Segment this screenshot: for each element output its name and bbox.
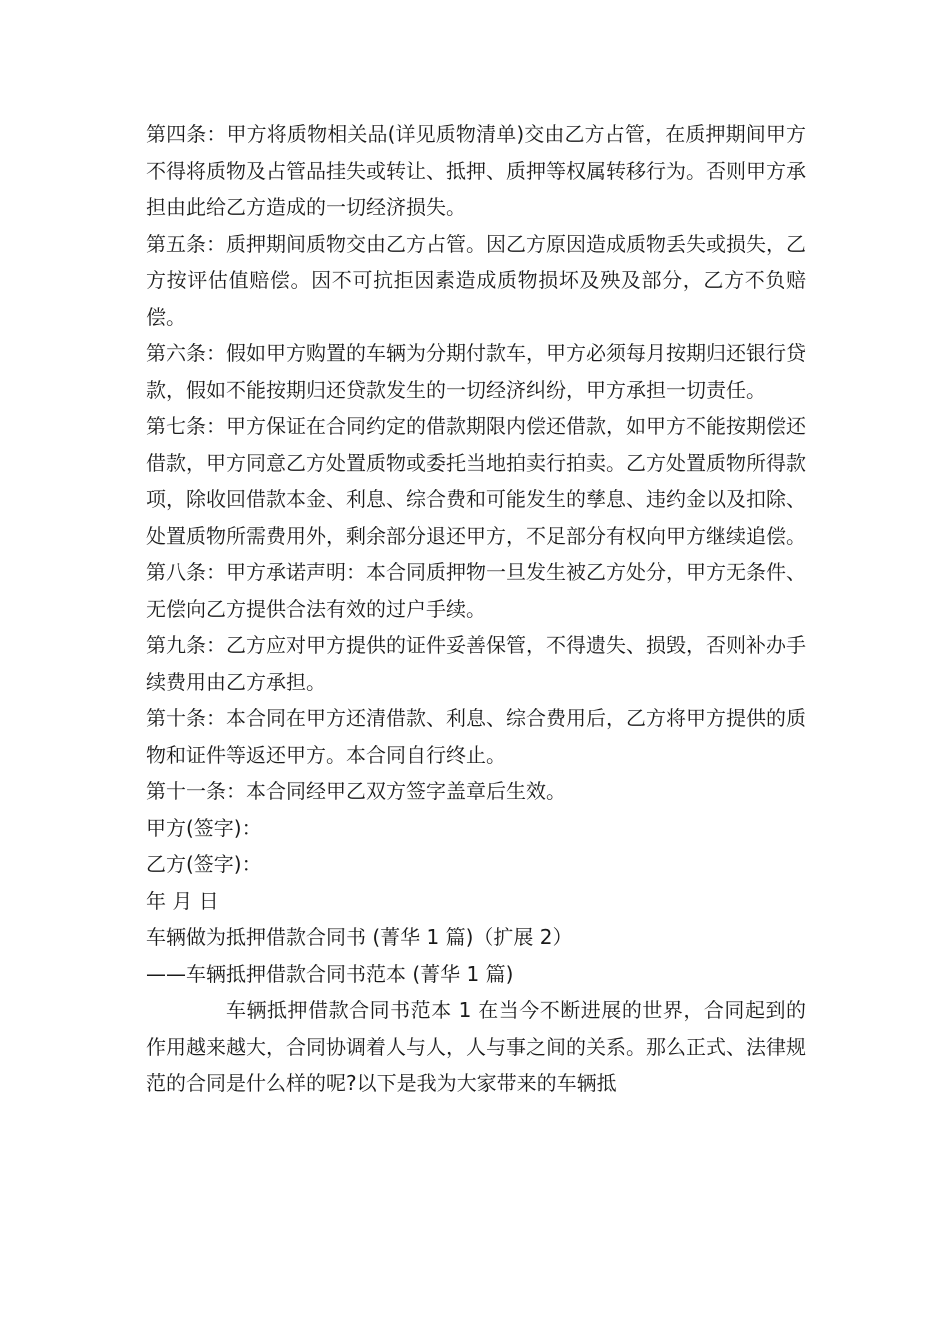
extension-subtitle: ——车辆抵押借款合同书范本 (菁华 1 篇) <box>146 961 514 986</box>
article-9: 第九条：乙方应对甲方提供的证件妥善保管，不得遗失、损毁，否则补办手续费用由乙方承担。 <box>146 633 806 694</box>
article-7: 第七条：甲方保证在合同约定的借款期限内偿还借款，如甲方不能按期偿还借款，甲方同意乙方处置质物或委托当地拍卖行拍卖。乙方处置质物所得款项，除收回借款本金、利息、综合费和可能发生的孳息、违约金以及扣除、处置质物所需费用外，剩余部分退还甲方，不足部分有权向甲方继续追偿。 <box>146 414 806 548</box>
article-8: 第八条：甲方承诺声明：本合同质押物一旦发生被乙方处分，甲方无条件、无偿向乙方提供合法有效的过户手续。 <box>146 560 806 621</box>
party-a-signature: 甲方(签字)： <box>146 815 262 840</box>
extension-title: 车辆做为抵押借款合同书 (菁华 1 篇)（扩展 2） <box>146 925 573 949</box>
party-b-signature: 乙方(签字)： <box>146 852 262 876</box>
article-4: 第四条：甲方将质物相关品(详见质物清单)交由乙方占管，在质押期间甲方不得将质物及占管品挂失或转让、抵押、质押等权属转移行为。否则甲方承担由此给乙方造成的一切经济损失。 <box>146 122 806 219</box>
article-10: 第十条：本合同在甲方还清借款、利息、综合费用后，乙方将甲方提供的质物和证件等返还甲方。本合同自行终止。 <box>146 706 806 767</box>
document-body <box>146 116 806 1102</box>
article-11: 第十一条：本合同经甲乙双方签字盖章后生效。 <box>146 779 566 803</box>
article-5: 第五条：质押期间质物交由乙方占管。因乙方原因造成质物丢失或损失，乙方按评估值赔偿。因不可抗拒因素造成质物损坏及殃及部分，乙方不负赔偿。 <box>146 231 806 329</box>
article-6: 第六条：假如甲方购置的车辆为分期付款车，甲方必须每月按期归还银行贷款，假如不能按期归还贷款发生的一切经济纠纷，甲方承担一切责任。 <box>146 341 806 402</box>
date-line: 年 月 日 <box>146 888 219 913</box>
intro-paragraph: 车辆抵押借款合同书范本 1 在当今不断进展的世界，合同起到的作用越来越大，合同协调着人与人，人与事之间的关系。那么正式、法律规范的合同是什么样的呢?以下是我为大家带来的车辆抵 <box>146 998 806 1095</box>
